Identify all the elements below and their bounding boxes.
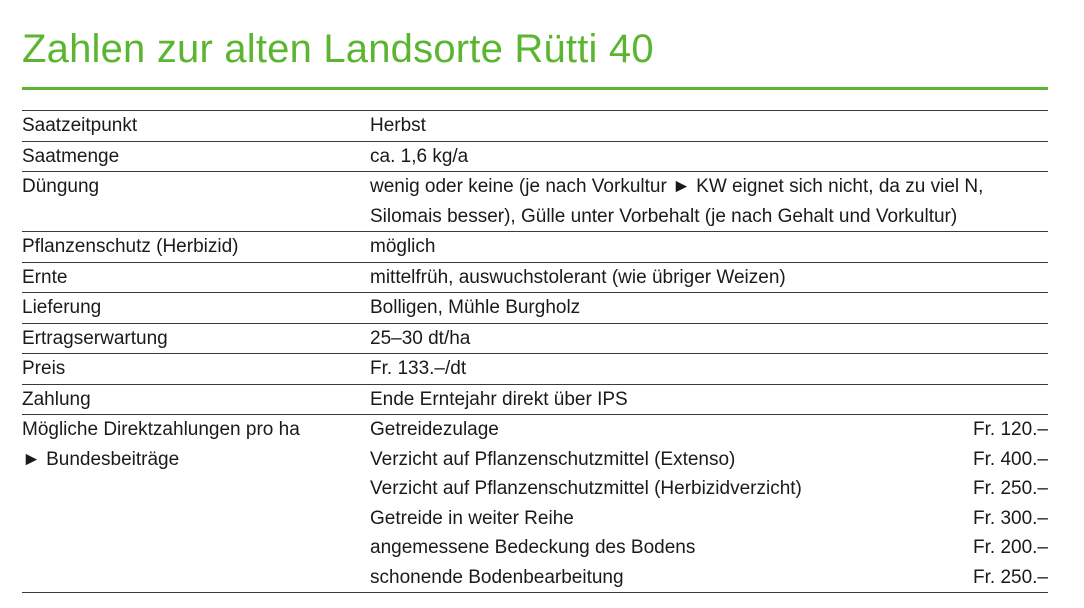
row-value: ca. 1,6 kg/a xyxy=(370,145,469,167)
row-value xyxy=(370,172,1048,231)
row-label: Zahlung xyxy=(22,388,91,410)
row-value: Fr. 133.–/dt xyxy=(370,358,467,379)
payment-amount: Fr. 250.– xyxy=(973,566,1048,588)
facts-table xyxy=(22,110,1048,593)
payment-name: Verzicht auf Pflanzenschutzmittel (Herbizidverzicht) xyxy=(370,478,802,499)
row-value: Bolligen, Mühle Burgholz xyxy=(370,297,581,318)
row-value: 25–30 dt/ha xyxy=(370,327,471,349)
row-value: Herbst xyxy=(370,115,426,136)
row-value: Ende Erntejahr direkt über IPS xyxy=(370,388,628,410)
payment-amount: Fr. 120.– xyxy=(973,419,1048,440)
payment-amount: Fr. 400.– xyxy=(973,448,1048,470)
payments-list xyxy=(370,415,1048,592)
row-value: möglich xyxy=(370,236,436,257)
document-page xyxy=(22,0,1048,593)
table-row-preis xyxy=(22,354,1048,385)
row-value-line: wenig oder keine (je nach Vorkultur ► KW eignet sich nicht, da zu viel N, xyxy=(370,176,984,197)
row-label: Düngung xyxy=(22,176,100,197)
table-row-duengung xyxy=(22,172,1048,232)
table-row-saatzeitpunkt xyxy=(22,111,1048,142)
row-label: Lieferung xyxy=(22,297,102,318)
title-underline xyxy=(22,87,1048,90)
table-row-zahlung xyxy=(22,385,1048,416)
row-label xyxy=(22,415,370,592)
payment-item xyxy=(370,504,1048,534)
page-title: Zahlen zur alten Landsorte Rütti 40 xyxy=(22,27,654,71)
table-row-direktzahlungen xyxy=(22,415,1048,593)
table-row-ertragserwartung xyxy=(22,324,1048,355)
row-label: Pflanzenschutz (Herbizid) xyxy=(22,236,239,257)
row-label: Saatmenge xyxy=(22,145,120,167)
payment-item xyxy=(370,474,1048,504)
row-label-line: Mögliche Direktzahlungen pro ha xyxy=(22,419,300,440)
payment-name: Getreidezulage xyxy=(370,419,499,440)
payment-item xyxy=(370,445,1048,475)
payment-name: Getreide in weiter Reihe xyxy=(370,507,574,529)
row-label-line: ► Bundesbeiträge xyxy=(22,448,180,470)
payment-name: angemessene Bedeckung des Bodens xyxy=(370,537,696,558)
row-value-line: Silomais besser), Gülle unter Vorbehalt (je nach Gehalt und Vorkultur) xyxy=(370,205,958,227)
payment-amount: Fr. 300.– xyxy=(973,507,1048,529)
table-row-saatmenge xyxy=(22,142,1048,173)
payment-amount: Fr. 250.– xyxy=(973,478,1048,499)
payment-item xyxy=(370,563,1048,593)
row-label: Ernte xyxy=(22,266,68,288)
payment-name: Verzicht auf Pflanzenschutzmittel (Extenso) xyxy=(370,448,736,470)
table-row-pflanzenschutz xyxy=(22,232,1048,263)
table-row-ernte xyxy=(22,263,1048,294)
row-label: Saatzeitpunkt xyxy=(22,115,138,136)
payment-item xyxy=(370,533,1048,563)
payment-amount: Fr. 200.– xyxy=(973,537,1048,558)
payment-item xyxy=(370,415,1048,445)
row-label: Preis xyxy=(22,358,66,379)
payment-name: schonende Bodenbearbeitung xyxy=(370,566,624,588)
row-label: Ertragserwartung xyxy=(22,327,168,349)
table-row-lieferung xyxy=(22,293,1048,324)
row-value: mittelfrüh, auswuchstolerant (wie übriger Weizen) xyxy=(370,266,786,288)
